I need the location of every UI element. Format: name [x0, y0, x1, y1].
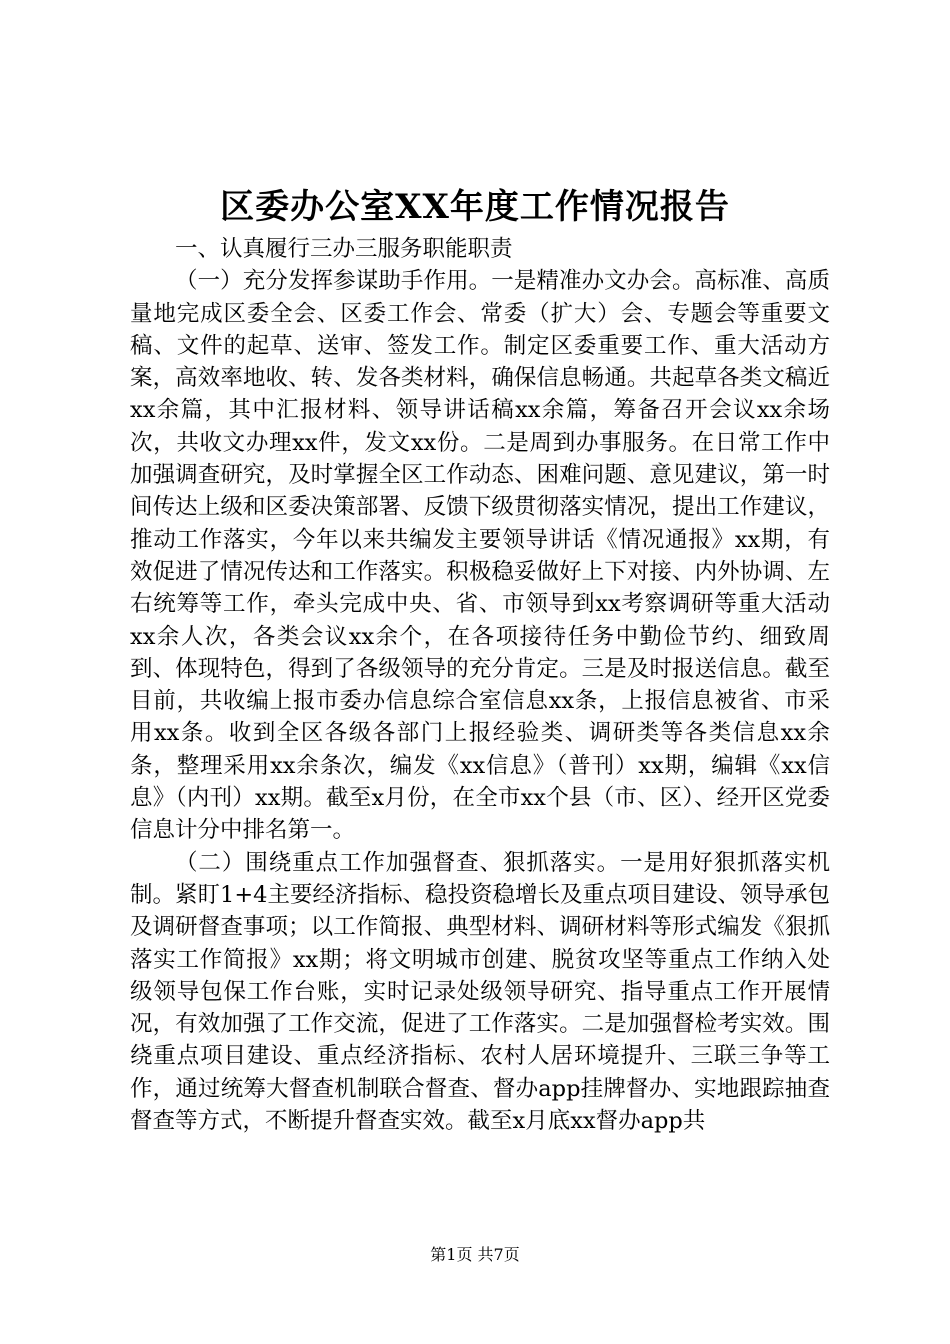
page-footer: 第1页 共7页 — [430, 1245, 520, 1264]
paragraph-2: （二）围绕重点工作加强督查、狠抓落实。一是用好狠抓落实机制。紧盯1+4主要经济指标、稳投资稳增长及重点项目建设、领导承包及调研督查事项；以工作简报、典型材料、调研材料等形式编发《狠抓落实工作简报》xx期；将文明城市创建、脱贫攻坚等重点工作纳入处级领导包保工作台账，实时记录处级领导研究、指导重点工作开展情况，有效加强了工作交流，促进了工作落实。二是加强督检考实效。围绕重点项目建设、重点经济指标、农村人居环境提升、三联三争等工作，通过统筹大督查机制联合督查、督办app挂牌督办、实地跟踪抽查督查等方式，不断提升督查实效。截至x月底xx督办app共 — [130, 849, 830, 1135]
paragraph-1: （一）充分发挥参谋助手作用。一是精准办文办会。高标准、高质量地完成区委全会、区委工作会、常委（扩大）会、专题会等重要文稿、文件的起草、送审、签发工作。制定区委重要工作、重大活动方案，高效率地收、转、发各类材料，确保信息畅通。共起草各类文稿近xx余篇，其中汇报材料、领导讲话稿xx余篇，筹备召开会议xx余场次，共收文办理xx件，发文xx份。二是周到办事服务。在日常工作中加强调查研究，及时掌握全区工作动态、困难问题、意见建议，第一时间传达上级和区委决策部署、反馈下级贯彻落实情况，提出工作建议，推动工作落实，今年以来共编发主要领导讲话《情况通报》xx期，有效促进了情况传达和工作落实。积极稳妥做好上下对接、内外协调、左右统筹等工作，牵头完成中央、省、市领导到xx考察调研等重大活动xx余人次，各类会议xx余个，在各项接待任务中勤俭节约、细致周到、体现特色，得到了各级领导的充分肯定。三是及时报送信息。截至目前，共收编上报市委办信息综合室信息xx条，上报信息被省、市采用xx条。收到全区各级各部门上报经验类、调研类等各类信息xx余条，整理采用xx余条次，编发《xx信息》（普刊）xx期，编辑《xx信息》（内刊）xx期。截至x月份，在全市xx个县（市、区）、经开区党委信息计分中排名第一。 — [130, 268, 830, 844]
document-title: 区委办公室XX年度工作情况报告 — [220, 187, 730, 227]
document-body — [130, 233, 830, 1137]
section-heading: 一、认真履行三办三服务职能职责 — [175, 236, 513, 262]
